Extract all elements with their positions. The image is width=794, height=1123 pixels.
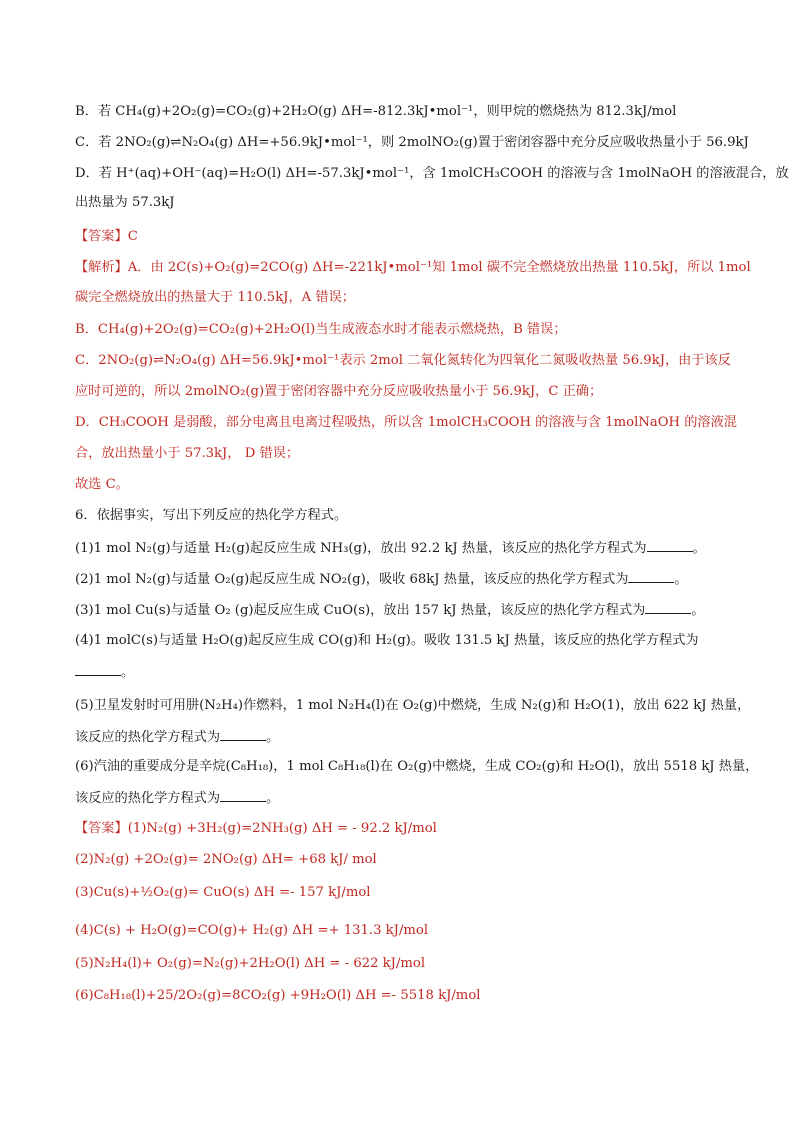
line-analysis-a-1 [75, 259, 751, 277]
line-q6-3 [75, 601, 705, 620]
line-text: D．CH₃COOH 是弱酸，部分电离且电离过程吸热，所以含 1molCH₃COOH 的溶液与含 1molNaOH 的溶液混 [75, 415, 737, 430]
line-q6-2 [75, 570, 688, 589]
line-tail: 。 [266, 730, 280, 745]
line-tail: 。 [266, 791, 280, 806]
line-text: (3)Cu(s)+½O₂(g)= CuO(s) ΔH =- 157 kJ/mol [75, 885, 371, 900]
line-text: 出热量为 57.3kJ [75, 195, 175, 210]
line-text: (2)1 mol N₂(g)与适量 O₂(g)起反应生成 NO₂(g)，吸收 68kJ 热量，该反应的热化学方程式为 [75, 572, 629, 587]
line-opt-c [75, 134, 749, 152]
line-analysis-b [75, 321, 567, 339]
line-answer-6-3 [75, 884, 371, 902]
line-analysis-d-2 [75, 445, 299, 463]
line-q6-6-2 [75, 789, 279, 808]
line-text: 碳完全燃烧放出的热量大于 110.5kJ，A 错误； [75, 290, 355, 305]
line-analysis-a-2 [75, 289, 355, 307]
line-answer-6-1 [75, 820, 437, 838]
line-tail: 。 [121, 665, 135, 680]
line-text: 故选 C。 [75, 477, 129, 492]
line-analysis-d-1 [75, 414, 737, 432]
line-answer-6-2 [75, 851, 377, 869]
line-analysis-c-2 [75, 383, 602, 401]
line-text: 该反应的热化学方程式为 [75, 730, 221, 745]
line-text: B．若 CH₄(g)+2O₂(g)=CO₂(g)+2H₂O(g) ΔH=-812.3kJ•mol⁻¹，则甲烷的燃烧热为 812.3kJ/mol [75, 104, 677, 119]
line-opt-d-1 [75, 165, 789, 183]
line-text: D．若 H⁺(aq)+OH⁻(aq)=H₂O(l) ΔH=-57.3kJ•mol⁻¹，含 1molCH₃COOH 的溶液与含 1molNaOH 的溶液混合，放 [75, 166, 789, 181]
line-text: 【答案】C [75, 229, 138, 244]
line-q6-1 [75, 539, 706, 558]
line-text: 6．依据事实，写出下列反应的热化学方程式。 [75, 508, 348, 523]
line-answer-1 [75, 228, 138, 246]
line-q6-6-1 [75, 758, 758, 776]
line-text: (6)汽油的重要成分是辛烷(C₈H₁₈)，1 mol C₈H₁₈(l)在 O₂(g)中燃烧，生成 CO₂(g)和 H₂O(l)，放出 5518 kJ 热量， [75, 759, 759, 774]
line-text: 【答案】(1)N₂(g) +3H₂(g)=2NH₃(g) ΔH = - 92.2 kJ/mol [75, 821, 437, 836]
line-q6-4-1 [75, 632, 699, 650]
line-tail: 。 [691, 603, 705, 618]
line-answer-6-4 [75, 922, 428, 940]
line-text: (5)卫星发射时可用肼(N₂H₄)作燃料，1 mol N₂H₄(l)在 O₂(g)中燃烧，生成 N₂(g)和 H₂O(1)，放出 622 kJ 热量， [75, 698, 751, 713]
line-text: (1)1 mol N₂(g)与适量 H₂(g)起反应生成 NH₃(g)，放出 92.2 kJ 热量，该反应的热化学方程式为 [75, 541, 647, 556]
line-opt-d-2 [75, 194, 175, 212]
answer-blank [645, 601, 691, 614]
line-answer-6-5 [75, 955, 425, 973]
answer-blank [628, 570, 674, 583]
answer-blank [647, 539, 693, 552]
line-q6-stem [75, 507, 347, 525]
line-text: 应时可逆的，所以 2molNO₂(g)置于密闭容器中充分反应吸收热量小于 56.9kJ，C 正确； [75, 384, 603, 399]
line-text: C．2NO₂(g)⇌N₂O₄(g) ΔH=56.9kJ•mol⁻¹表示 2mol 二氧化氮转化为四氧化二氮吸收热量 56.9kJ，由于该反 [75, 353, 731, 368]
line-text: B．CH₄(g)+2O₂(g)=CO₂(g)+2H₂O(l)当生成液态水时才能表示燃烧热，B 错误； [75, 322, 567, 337]
line-q6-5-1 [75, 697, 750, 715]
line-analysis-c-1 [75, 352, 731, 370]
line-text: 该反应的热化学方程式为 [75, 791, 221, 806]
line-text: (4)1 molC(s)与适量 H₂O(g)起反应生成 CO(g)和 H₂(g)。吸收 131.5 kJ 热量，该反应的热化学方程式为 [75, 633, 699, 648]
line-text: (2)N₂(g) +2O₂(g)= 2NO₂(g) ΔH= +68 kJ/ mol [75, 852, 377, 867]
line-text: 【解析】A．由 2C(s)+O₂(g)=2CO(g) ΔH=-221kJ•mol⁻¹知 1mol 碳不完全燃烧放出热量 110.5kJ，所以 1mol [75, 260, 751, 275]
line-text: (4)C(s) + H₂O(g)=CO(g)+ H₂(g) ΔH =+ 131.3 kJ/mol [75, 923, 429, 938]
line-q6-4-2 [75, 663, 134, 682]
line-opt-b [75, 103, 676, 121]
line-conclusion [75, 476, 129, 494]
line-text: 合，放出热量小于 57.3kJ， D 错误； [75, 446, 300, 461]
line-answer-6-6 [75, 987, 480, 1005]
answer-blank [220, 728, 266, 741]
line-q6-5-2 [75, 728, 279, 747]
line-text: (6)C₈H₁₈(l)+25/2O₂(g)=8CO₂(g) +9H₂O(l) ΔH =- 5518 kJ/mol [75, 988, 481, 1003]
line-text: C．若 2NO₂(g)⇌N₂O₄(g) ΔH=+56.9kJ•mol⁻¹，则 2molNO₂(g)置于密闭容器中充分反应吸收热量小于 56.9kJ [75, 135, 749, 150]
answer-blank [220, 789, 266, 802]
line-text: (5)N₂H₄(l)+ O₂(g)=N₂(g)+2H₂O(l) ΔH = - 622 kJ/mol [75, 956, 426, 971]
line-text: (3)1 mol Cu(s)与适量 O₂ (g)起反应生成 CuO(s)，放出 157 kJ 热量，该反应的热化学方程式为 [75, 603, 646, 618]
line-tail: 。 [674, 572, 688, 587]
line-tail: 。 [692, 541, 706, 556]
answer-blank [75, 663, 121, 676]
